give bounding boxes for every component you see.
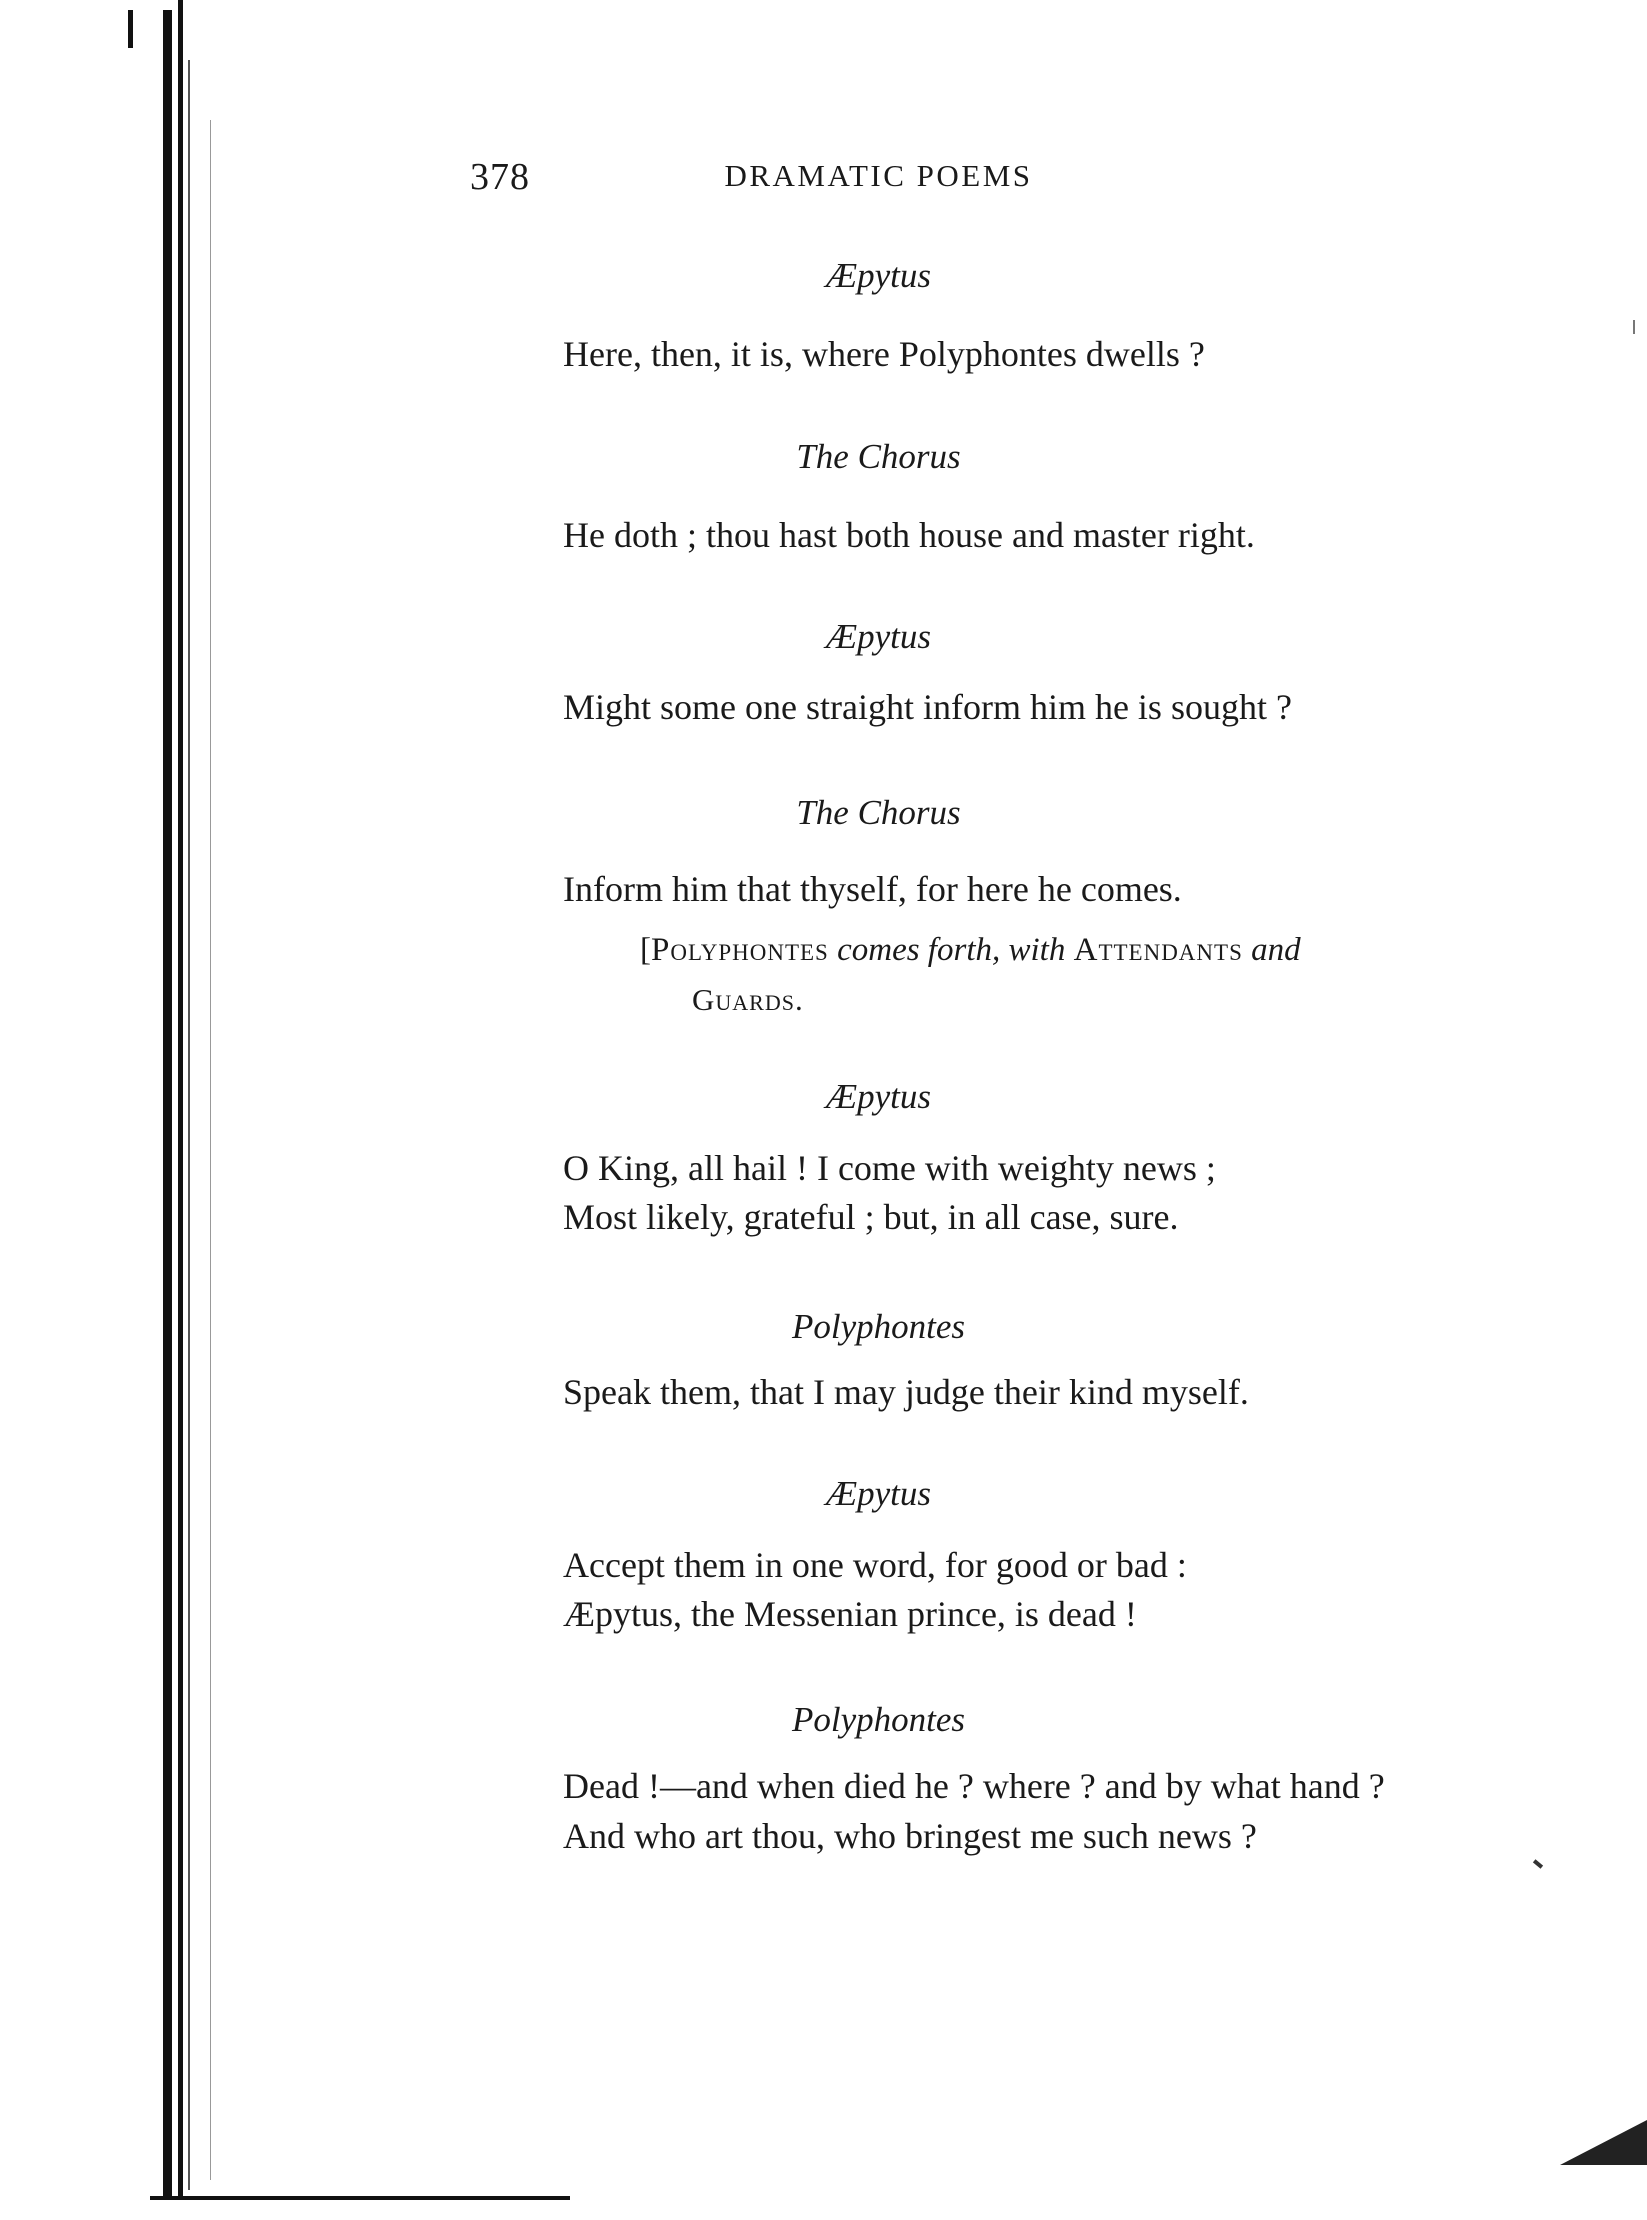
verse-line: And who art thou, who bringest me such news ? xyxy=(563,1816,1257,1856)
verse-line: He doth ; thou hast both house and master right. xyxy=(563,515,1255,555)
verse-line: Accept them in one word, for good or bad : xyxy=(563,1545,1187,1585)
scan-speck xyxy=(1533,1859,1543,1868)
binding-bottom-rule xyxy=(150,2196,570,2200)
stage-bracket: [ xyxy=(640,932,651,968)
speaker-name: Polyphontes xyxy=(791,1700,966,1739)
verse-line: Here, then, it is, where Polyphontes dwells ? xyxy=(563,334,1205,374)
stage-text: comes forth, xyxy=(837,932,1001,968)
stage-direction xyxy=(640,932,1301,969)
speaker-name: Æpytus xyxy=(826,256,931,295)
speaker-name: Æpytus xyxy=(826,1474,931,1513)
speaker-name: Æpytus xyxy=(826,617,931,656)
verse-line: Dead !—and when died he ? where ? and by what hand ? xyxy=(563,1766,1385,1806)
stage-character: Attendants xyxy=(1073,932,1243,968)
stage-text: with xyxy=(1008,932,1066,968)
verse-line: Most likely, grateful ; but, in all case, sure. xyxy=(563,1197,1179,1237)
verse-line: Inform him that thyself, for here he comes. xyxy=(563,869,1182,909)
speaker-name: Æpytus xyxy=(826,1077,931,1116)
stage-text: and xyxy=(1251,932,1301,968)
scan-shadow xyxy=(1560,2120,1647,2165)
scan-speck xyxy=(1633,320,1635,334)
stage-character: Guards. xyxy=(692,982,804,1017)
binding-edge-line xyxy=(188,60,190,2190)
speaker-name: The Chorus xyxy=(796,437,961,476)
stage-direction-continued xyxy=(692,982,804,1018)
binding-edge-mark xyxy=(128,10,133,48)
stage-character: Polyphontes xyxy=(651,932,829,968)
speaker-name: Polyphontes xyxy=(791,1307,966,1346)
verse-line: O King, all hail ! I come with weighty news ; xyxy=(563,1148,1216,1188)
speaker-name: The Chorus xyxy=(796,793,961,832)
page-number: 378 xyxy=(470,156,530,198)
verse-line: Speak them, that I may judge their kind myself. xyxy=(563,1372,1249,1412)
verse-line: Might some one straight inform him he is sought ? xyxy=(563,687,1292,727)
binding-edge-line xyxy=(210,120,211,2180)
verse-line: Æpytus, the Messenian prince, is dead ! xyxy=(563,1594,1137,1634)
running-head: DRAMATIC POEMS xyxy=(724,158,1033,193)
